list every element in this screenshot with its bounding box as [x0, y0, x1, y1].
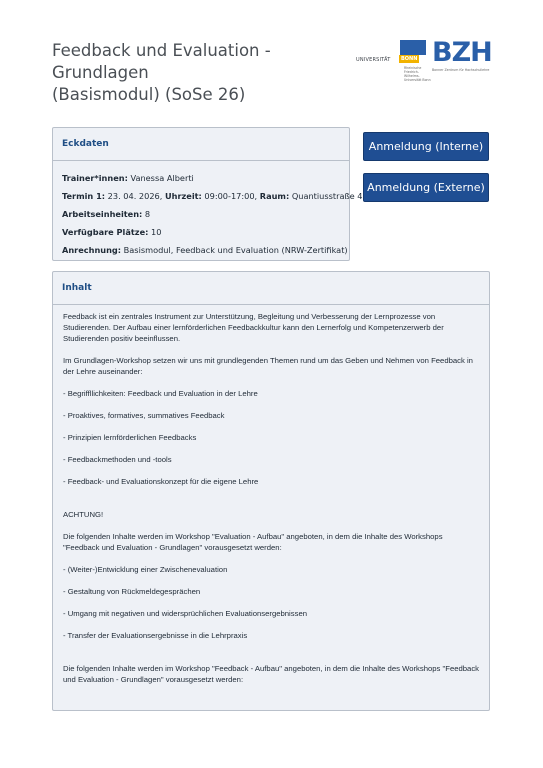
university-bzh-logo: [356, 37, 494, 88]
evaluation-item: - (Weiter-)Entwicklung einer Zwischenevaluation: [63, 565, 228, 574]
arbeitseinheiten-value: 8: [142, 209, 151, 219]
topic-item: - Begriffllichkeiten: Feedback und Evaluation in der Lehre: [63, 389, 258, 398]
anrechnung-row: [62, 241, 348, 259]
termin-label: Termin 1:: [62, 191, 106, 201]
page-title: [52, 40, 342, 106]
register-internal-button[interactable]: Anmeldung (Interne): [363, 132, 489, 161]
eckdaten-panel: [52, 127, 363, 261]
trainer-row: [62, 169, 343, 187]
evaluation-item: - Umgang mit negativen und widersprüchlichen Evaluationsergebnissen: [63, 609, 308, 618]
achtung-notice: ACHTUNG!: [63, 510, 104, 519]
uni-logo-text: UNIVERSITÄT: [356, 57, 391, 63]
arbeitseinheiten-row: [62, 205, 343, 223]
intro-paragraph: Feedback ist ein zentrales Instrument zur Unterstützung, Begleitung und Verbesserung der Lernprozesse von Studierenden. Der Aufbau einer lernförderlichen Feedbackkultur kann den Lernerfolg und Kompetenzerwerb der Studierenden positiv beeinflussen.: [63, 312, 444, 343]
uhrzeit-value: 09:00-17:00,: [201, 191, 260, 201]
termin-row: [62, 187, 363, 205]
uni-logo-mark: [400, 40, 426, 55]
inhalt-body: [63, 311, 481, 685]
evaluation-item: - Transfer der Evaluationsergebnisse in die Lehrpraxis: [63, 631, 248, 640]
termin-date: 23. 04. 2026,: [105, 191, 165, 201]
eckdaten-header: [53, 128, 349, 161]
raum-value: Quantiusstraße 4: [289, 191, 363, 201]
feedback-aufbau-paragraph: Die folgenden Inhalte werden im Workshop "Feedback - Aufbau" angeboten, in dem die Inhalte des Workshops "Feedback und Evaluation - Grundlagen" vorausgesetzt werden:: [63, 664, 480, 684]
uni-logo-subtext: Rheinische Friedrich-Wilhelms-Universität Bonn: [404, 66, 431, 82]
anrechnung-value: Basismodul, Feedback und Evaluation (NRW-Zertifikat): [121, 245, 348, 255]
topic-item: - Feedbackmethoden und -tools: [63, 455, 172, 464]
register-external-button[interactable]: Anmeldung (Externe): [363, 173, 489, 202]
page-title-line-1: Feedback und Evaluation - Grundlagen: [52, 41, 271, 82]
workshop-paragraph: Im Grundlagen-Workshop setzen wir uns mit grundlegenden Themen rund um das Geben und Nehmen von Feedback in der Lehre auseinander:: [63, 356, 473, 376]
eckdaten-heading: Eckdaten: [62, 139, 109, 149]
plaetze-value: 10: [148, 227, 162, 237]
uhrzeit-label: Uhrzeit:: [164, 191, 202, 201]
evaluation-item: - Gestaltung von Rückmeldegesprächen: [63, 587, 201, 596]
plaetze-label: Verfügbare Plätze:: [62, 227, 149, 237]
page-title-line-2: (Basismodul) (SoSe 26): [52, 85, 246, 104]
raum-label: Raum:: [259, 191, 290, 201]
topic-item: - Prinzipien lernförderlichen Feedbacks: [63, 433, 197, 442]
topic-item: - Proaktives, formatives, summatives Feedback: [63, 411, 225, 420]
bonn-logo-box: BONN: [401, 56, 418, 62]
anrechnung-label: Anrechnung:: [62, 245, 122, 255]
inhalt-panel: [52, 271, 490, 711]
bzh-logo: BZH: [432, 37, 492, 68]
bzh-logo-subtext: Bonner Zentrum für Hochschullehre: [432, 68, 490, 72]
trainer-label: Trainer*innen:: [62, 173, 128, 183]
plaetze-row: [62, 223, 343, 241]
topic-item: - Feedback- und Evaluationskonzept für die eigene Lehre: [63, 477, 259, 486]
eckdaten-rows: [62, 169, 363, 259]
inhalt-header: [53, 272, 489, 305]
arbeitseinheiten-label: Arbeitseinheiten:: [62, 209, 143, 219]
evaluation-aufbau-paragraph: Die folgenden Inhalte werden im Workshop "Evaluation - Aufbau" angeboten, in dem die Inhalte des Workshops "Feedback und Evaluation - Grundlagen" vorausgesetzt werden:: [63, 532, 443, 552]
trainer-value: Vanessa Alberti: [127, 173, 194, 183]
inhalt-heading: Inhalt: [62, 283, 92, 293]
